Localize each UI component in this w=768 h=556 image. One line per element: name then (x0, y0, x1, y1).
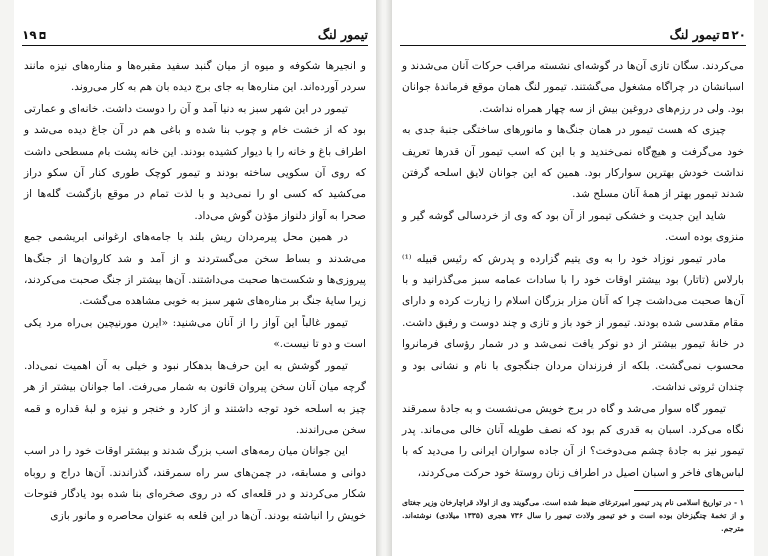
footnote-rule (634, 490, 744, 491)
right-page (392, 0, 754, 556)
paragraph: این جوانان میان رمه‌های اسب بزرگ شدند و بیشتر اوقات خود را در اسب دوانی و مسابقه، در چمن‌های سر راه سمرقند، گذراندند. آن‌ها دراج و روباه شکار می‌کردند و در قلعه‌ای که در روی صخره‌ای بنا شده بود یادگار فتوحات خویش را انباشته بودند. آن‌ها در این قلعه به عنوان محاصره و مانور بازی (24, 445, 366, 522)
page-number-group (22, 27, 48, 42)
ornament-icon: ◘ (721, 32, 730, 42)
page-number-group (670, 27, 746, 42)
running-title: تیمور لنگ (669, 27, 720, 42)
paragraph: تیمور گوشش به این حرف‌ها بدهکار نبود و خیلی به آن اهمیت نمی‌داد. گرچه میان آنان سخن پیروان قانون به شمار می‌رفت. اما جوانان بیشتر از هر چیز به اسلحه خود توجه داشتند و از کارد و خنجر و نیزه و لبهٔ قداره و قمه سخن می‌راندند. (24, 359, 366, 436)
header-rule (400, 45, 746, 46)
page-number: ۲۰ (731, 28, 746, 42)
paragraph: تیمور غالباً این آواز را از آنان می‌شنید: «ایرن مورنیچین بی‌راه مرد یکی است و دو تا نیست.» (24, 316, 366, 351)
page-number: ۱۹ (22, 28, 37, 42)
left-page-body (24, 56, 366, 527)
header-rule (22, 45, 368, 46)
paragraph: تیمور در این شهر سبز به دنیا آمد و آن را دوست داشت. خانه‌ای و عمارتی بود که از خشت خام و چوب بنا شده و باغی هم در آن جاغ دیده می‌شد و اطراف باغ و خانه را با دیوار کشیده بودند. این خانه پشت بام مسطحی داشت که روی آن سکویی ساخته بودند و تیمور کوچک طوری کنار آن سکو دراز می‌کشید که کسی او را نمی‌دید و با لذت تمام در موقع بازگشت گله‌ها از صحرا به آواز دلنواز مؤذن گوش می‌داد. (24, 102, 366, 222)
paragraph: می‌کردند. سگان تازی آن‌ها در گوشه‌ای نشسته مراقب حرکات آنان می‌شدند و اسبانشان در چراگاه مشغول می‌گشتند. تیمور لنگ همان موقع فرماندهٔ جوانان بود. ولی در رزم‌های دروغین بیش از سه چهار همراه نداشت. (402, 60, 744, 115)
paragraph: تیمور گاه سوار می‌شد و گاه در برج خویش می‌نشست و به جادهٔ سمرقند نگاه می‌کرد. اسبان به قدری کم بود که نصف طویله آنان خالی می‌ماند. پدر تیمور نیز به جادهٔ چشم می‌دوخت؟ از آن جاده سواران ایرانی را می‌دید که با لباس‌های فاخر و اسبان اصیل در اطراف زنان روستهٔ خود حرکت می‌کردند، (402, 402, 744, 479)
paragraph: چیزی که هست تیمور در همان جنگ‌ها و مانورهای ساختگی جنبهٔ جدی به خود می‌گرفت و هیچ‌گاه نمی‌خندید و با این که اسب تیمور آن قدرها تعریف نداشت خودش بهترین سوارکار بود. همین که این جوانان لایق اسلحه گرفتن شدند تیمور بهتر از همهٔ آنان مسلح شد. (402, 124, 744, 201)
book-gutter (376, 0, 392, 556)
paragraph: مادر تیمور نوزاد خود را به وی یتیم گزارده و پدرش که رئیس قبیله ⁽¹⁾ بارلاس (تاتار) بود بیشتر اوقات خود را با سادات عمامه سبز می‌گذرانید و با آن‌ها صحبت می‌داشت چرا که آنان مزار بزرگان اسلام را زیارت کرده و دارای مقام مقدسی شده بودند. تیمور از خود باز و تازی و چند دوست و رفیق داشت. در خانهٔ تیمور بیشتر از دو نوکر یافت نمی‌شد و در شمار رؤسای فرمانروا محسوب نمی‌گشت. بلکه از فرزندان مردان جنگجوی با نام و نشانی بود و چندان ثروتی نداشت. (402, 252, 744, 394)
ornament-icon: ◘ (38, 32, 47, 42)
left-page-header (22, 20, 368, 42)
paragraph: در همین محل پیرمردان ریش بلند با جامه‌های ارغوانی ابریشمی جمع می‌شدند و بساط سخن می‌گستردند و از آمد و شد کاروان‌ها از جنگ‌ها پیروزی‌ها و شکست‌ها صحبت می‌داشتند. آن‌ها بیشتر از جنگ صحبت می‌کردند، زیرا سایهٔ جنگ بر مناره‌های شهر سبز به خوبی مشاهده می‌گشت. (24, 231, 366, 308)
right-page-header (400, 20, 746, 42)
paragraph: و انجیرها شکوفه و میوه از میان گنبد سفید مقبره‌ها و مناره‌های نیزه مانند سردر آورده‌اند. این مناره‌ها به جای برج دیده بان هم به کار می‌روند. (24, 60, 366, 94)
right-page-body (402, 56, 744, 484)
footnote: ۱ - در تواریخ اسلامی نام پدر تیمور امیرترغای ضبط شده است. می‌گویند وی از اولاد قراچارخان وزیر جغتای و از تخمهٔ چنگیزخان بوده است و خو تیمور ولادت تیمور را سال ۷۳۶ هجری (۱۳۳۵ میلادی) نوشته‌اند. مترجم. (402, 498, 744, 533)
paragraph: شاید این جدیت و خشکی تیمور از آن بود که وی از خردسالی گوشه گیر و منزوی بوده است. (402, 209, 744, 244)
running-title: تیمور لنگ (317, 27, 368, 42)
left-page (14, 0, 376, 556)
